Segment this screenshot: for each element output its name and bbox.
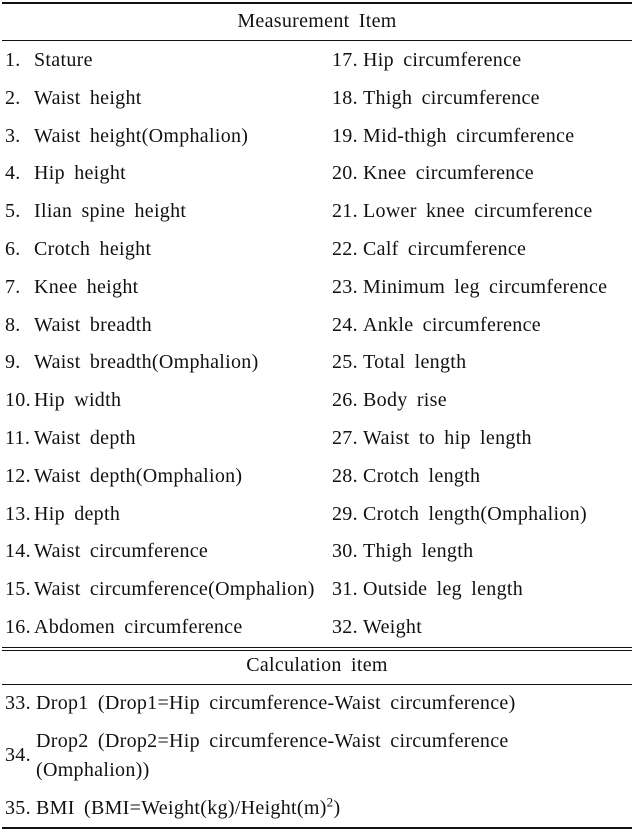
measurement-header: Measurement Item	[237, 10, 397, 32]
item-number: 14.	[5, 540, 31, 562]
calc-item-label-continued: (Omphalion))	[36, 759, 150, 781]
item-number: 10.	[5, 389, 31, 411]
item-number: 24.	[332, 314, 358, 336]
item-label: Crotch length(Omphalion)	[363, 503, 587, 525]
item-label: Waist breadth(Omphalion)	[34, 351, 259, 373]
item-number: 2.	[5, 87, 21, 109]
item-number: 20.	[332, 162, 358, 184]
item-number: 21.	[332, 200, 358, 222]
item-number: 18.	[332, 87, 358, 109]
item-label: Waist depth(Omphalion)	[34, 465, 243, 487]
item-number: 7.	[5, 276, 21, 298]
calculation-header: Calculation item	[246, 654, 388, 676]
item-label: Ankle circumference	[363, 314, 541, 336]
item-label: Knee circumference	[363, 162, 534, 184]
item-number: 28.	[332, 465, 358, 487]
item-number: 6.	[5, 238, 21, 260]
item-number: 27.	[332, 427, 358, 449]
item-number: 13.	[5, 503, 31, 525]
item-number: 22.	[332, 238, 358, 260]
item-label: Waist circumference	[34, 540, 209, 562]
item-label: Total length	[363, 351, 467, 373]
item-label: Calf circumference	[363, 238, 527, 260]
item-label: Lower knee circumference	[363, 200, 593, 222]
item-number: 26.	[332, 389, 358, 411]
item-label: Stature	[34, 49, 93, 71]
calc-item-label: Drop2 (Drop2=Hip circumference-Waist circumference	[36, 730, 509, 752]
item-number: 29.	[332, 503, 358, 525]
item-number: 5.	[5, 200, 21, 222]
item-number: 32.	[332, 616, 358, 638]
item-number: 9.	[5, 351, 21, 373]
item-number: 3.	[5, 125, 21, 147]
exponent: 2	[326, 794, 334, 810]
item-label: Waist circumference(Omphalion)	[34, 578, 315, 600]
header-rule	[2, 40, 632, 41]
item-label: Crotch height	[34, 238, 152, 260]
item-number: 11.	[5, 427, 31, 449]
item-number: 25.	[332, 351, 358, 373]
item-label: Knee height	[34, 276, 139, 298]
closing-paren: )	[333, 797, 341, 819]
item-label: Waist to hip length	[363, 427, 532, 449]
item-number: 1.	[5, 49, 21, 71]
item-number: 30.	[332, 540, 358, 562]
item-label: Abdomen circumference	[34, 616, 243, 638]
item-label: Thigh length	[363, 540, 474, 562]
item-label: Outside leg length	[363, 578, 524, 600]
item-label: Crotch length	[363, 465, 481, 487]
item-number: 19.	[332, 125, 358, 147]
item-number: 16.	[5, 616, 31, 638]
item-label: Thigh circumference	[363, 87, 540, 109]
item-label: Ilian spine height	[34, 200, 187, 222]
item-number: 4.	[5, 162, 21, 184]
item-label: Hip depth	[34, 503, 121, 525]
item-label: Mid-thigh circumference	[363, 125, 575, 147]
item-label: Hip height	[34, 162, 126, 184]
item-number: 17.	[332, 49, 358, 71]
item-label: Weight	[363, 616, 423, 638]
item-label: Hip width	[34, 389, 122, 411]
item-label: Waist height(Omphalion)	[34, 125, 249, 147]
calc-item-number: 34.	[5, 744, 31, 766]
item-label: Hip circumference	[363, 49, 522, 71]
bmi-formula-text: BMI (BMI=Weight(kg)/Height(m)	[36, 797, 327, 819]
item-label: Waist breadth	[34, 314, 152, 336]
item-label: Body rise	[363, 389, 447, 411]
bottom-rule	[2, 827, 632, 829]
calc-item-label: Drop1 (Drop1=Hip circumference-Waist circumference)	[36, 692, 516, 714]
calc-item-label	[36, 793, 340, 823]
item-label: Waist depth	[34, 427, 136, 449]
calc-header-rule	[2, 684, 632, 685]
calc-item-number: 35.	[5, 797, 31, 819]
item-label: Minimum leg circumference	[363, 276, 608, 298]
item-number: 23.	[332, 276, 358, 298]
item-number: 15.	[5, 578, 31, 600]
item-number: 8.	[5, 314, 21, 336]
calc-item-number: 33.	[5, 692, 31, 714]
item-label: Waist height	[34, 87, 142, 109]
item-number: 31.	[332, 578, 358, 600]
item-number: 12.	[5, 465, 31, 487]
